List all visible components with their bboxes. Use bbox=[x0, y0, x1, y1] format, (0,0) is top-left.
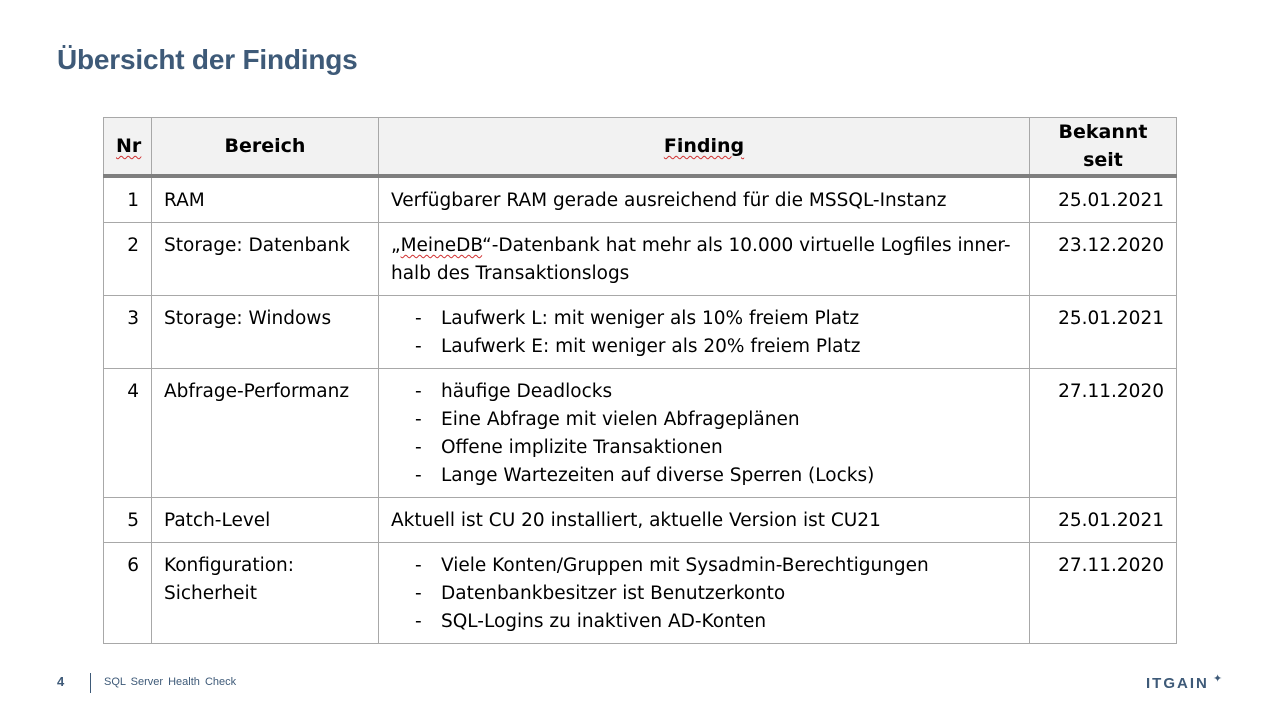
list-item: - Eine Abfrage mit vielen Abfrageplänen bbox=[403, 406, 1017, 434]
row-nr: 6 bbox=[104, 543, 152, 644]
row-finding bbox=[379, 369, 1030, 498]
list-item: - Viele Konten/Gruppen mit Sysadmin-Berechtigungen bbox=[403, 552, 1017, 580]
finding-bullet-list bbox=[391, 305, 1017, 361]
header-bereich: Bereich bbox=[152, 118, 379, 177]
row-bereich: RAM bbox=[152, 176, 379, 223]
finding-bullet-list bbox=[391, 378, 1017, 490]
list-item: - häufige Deadlocks bbox=[403, 378, 1017, 406]
row-finding bbox=[379, 543, 1030, 644]
list-item: - SQL-Logins zu inaktiven AD-Konten bbox=[403, 608, 1017, 636]
finding-line: „MeineDB“-Datenbank hat mehr als 10.000 virtuelle Logfiles inner- bbox=[391, 235, 1011, 256]
page-number: 4 bbox=[57, 674, 65, 689]
row-bereich: Abfrage-Performanz bbox=[152, 369, 379, 498]
finding-line: halb des Transaktionslogs bbox=[391, 263, 630, 284]
row-finding: Verfügbarer RAM gerade ausreichend für die MSSQL-Instanz bbox=[379, 176, 1030, 223]
row-date: 25.01.2021 bbox=[1030, 296, 1177, 369]
row-finding bbox=[379, 296, 1030, 369]
row-nr: 5 bbox=[104, 498, 152, 543]
header-nr: Nr bbox=[104, 118, 152, 177]
header-finding: Finding bbox=[379, 118, 1030, 177]
logo-star-icon: ✦ bbox=[1213, 672, 1223, 685]
row-bereich: Storage: Datenbank bbox=[152, 223, 379, 296]
list-item: - Lange Wartezeiten auf diverse Sperren (Locks) bbox=[403, 462, 1017, 490]
row-nr: 4 bbox=[104, 369, 152, 498]
finding-bullet-list bbox=[391, 552, 1017, 636]
company-logo: ITGAIN bbox=[1146, 675, 1209, 692]
table-row bbox=[104, 176, 1177, 223]
list-item: - Datenbankbesitzer ist Benutzerkonto bbox=[403, 580, 1017, 608]
list-item: - Laufwerk E: mit weniger als 20% freiem Platz bbox=[403, 333, 1017, 361]
row-nr: 2 bbox=[104, 223, 152, 296]
table-row bbox=[104, 498, 1177, 543]
row-nr: 1 bbox=[104, 176, 152, 223]
table-header-row bbox=[104, 118, 1177, 177]
findings-table bbox=[103, 117, 1177, 644]
db-name: MeineDB bbox=[400, 235, 483, 256]
footer-divider bbox=[90, 673, 91, 693]
table-row bbox=[104, 543, 1177, 644]
row-date: 23.12.2020 bbox=[1030, 223, 1177, 296]
list-item: - Offene implizite Transaktionen bbox=[403, 434, 1017, 462]
slide-title: Übersicht der Findings bbox=[57, 44, 358, 75]
row-nr: 3 bbox=[104, 296, 152, 369]
row-date: 27.11.2020 bbox=[1030, 543, 1177, 644]
row-date: 27.11.2020 bbox=[1030, 369, 1177, 498]
list-item: - Laufwerk L: mit weniger als 10% freiem Platz bbox=[403, 305, 1017, 333]
row-finding: Aktuell ist CU 20 installiert, aktuelle Version ist CU21 bbox=[379, 498, 1030, 543]
header-bekannt-seit: Bekannt seit bbox=[1030, 118, 1177, 177]
table-row bbox=[104, 369, 1177, 498]
table-row bbox=[104, 296, 1177, 369]
table-row bbox=[104, 223, 1177, 296]
row-finding bbox=[379, 223, 1030, 296]
row-date: 25.01.2021 bbox=[1030, 498, 1177, 543]
row-bereich: Patch-Level bbox=[152, 498, 379, 543]
row-bereich: Konfiguration: Sicherheit bbox=[152, 543, 379, 644]
row-bereich: Storage: Windows bbox=[152, 296, 379, 369]
footer-title: SQL Server Health Check bbox=[104, 676, 237, 688]
row-date: 25.01.2021 bbox=[1030, 176, 1177, 223]
